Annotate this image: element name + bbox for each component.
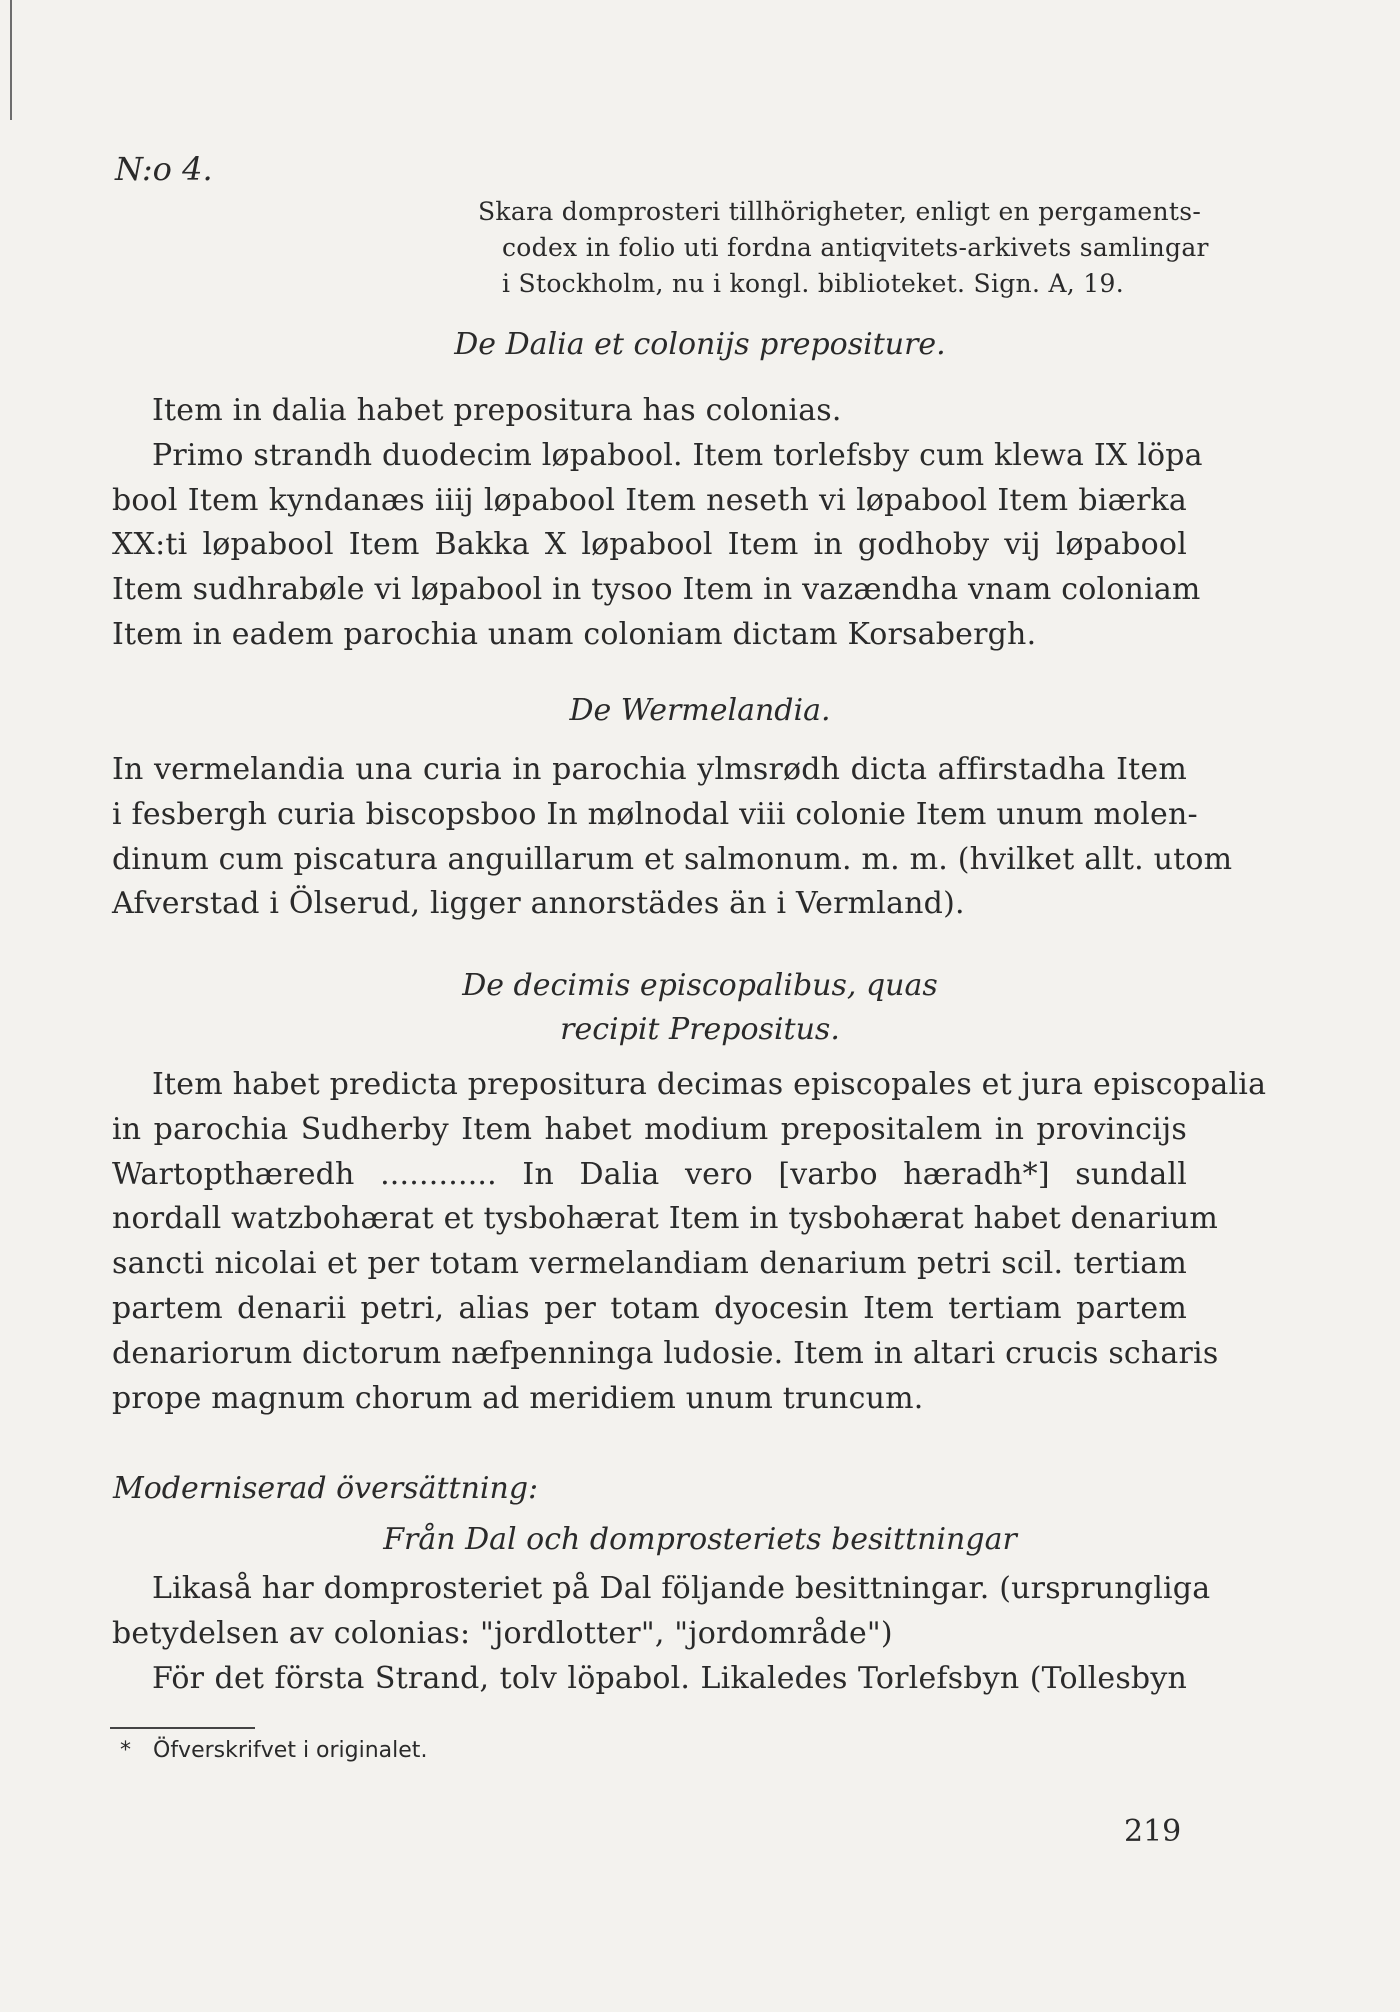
translation-subheading: Från Dal och domprosteriets besittningar	[383, 1522, 1017, 1557]
section-heading-decimis-2: recipit Prepositus.	[560, 1012, 840, 1047]
text-line: betydelsen av colonias: "jordlotter", "jordområde")	[112, 1615, 893, 1651]
page-number: 219	[1124, 1814, 1182, 1849]
text-line: XX:ti løpabool Item Bakka X løpabool Item in godhoby vij løpabool	[112, 527, 1187, 563]
text-line: Primo strandh duodecim løpabool. Item torlefsby cum klewa IX löpa	[152, 437, 1203, 473]
footnote-text: Öfverskrifvet i originalet.	[153, 1738, 428, 1763]
text-line: nordall watzbohærat et tysbohærat Item in tysbohærat habet denarium	[112, 1201, 1219, 1237]
text-line: Item sudhrabøle vi løpabool in tysoo Item in vazændha vnam coloniam	[112, 572, 1201, 608]
section-heading-dalia: De Dalia et colonijs prepositure.	[454, 327, 946, 362]
section-heading-wermelandia: De Wermelandia.	[569, 693, 831, 728]
translation-body	[112, 1567, 1211, 1701]
section-body-wermelandia	[112, 748, 1233, 927]
text-line: För det första Strand, tolv löpabol. Likaledes Torlefsbyn (Tollesbyn	[152, 1660, 1187, 1696]
source-line: i Stockholm, nu i kongl. biblioteket. Sign. A, 19.	[502, 269, 1124, 298]
text-line: Afverstad i Ölserud, ligger annorstädes än i Vermland).	[112, 886, 965, 922]
scan-edge-line	[10, 0, 12, 120]
source-line: codex in folio uti fordna antiqvitets-arkivets samlingar	[502, 233, 1209, 262]
text-line: prope magnum chorum ad meridiem unum truncum.	[112, 1380, 924, 1416]
footnote	[120, 1736, 427, 1766]
footnote-rule	[110, 1727, 255, 1729]
text-line: partem denarii petri, alias per totam dyocesin Item tertiam partem	[112, 1290, 1187, 1326]
text-line: Likaså har domprosteriet på Dal följande besittningar. (ursprungliga	[152, 1571, 1211, 1606]
source-line: Skara domprosteri tillhörigheter, enligt en pergaments-	[478, 197, 1202, 226]
source-description	[478, 194, 1238, 302]
document-number: N:o 4.	[115, 150, 213, 188]
text-line: dinum cum piscatura anguillarum et salmonum. m. m. (hvilket allt. utom	[112, 841, 1233, 877]
text-line: Wartopthæredh ............ In Dalia vero [varbo hæradh*] sundall	[112, 1156, 1187, 1192]
footnote-mark: *	[120, 1738, 131, 1763]
text-line: in parochia Sudherby Item habet modium prepositalem in provincijs	[112, 1111, 1187, 1147]
text-line: In vermelandia una curia in parochia ylmsrødh dicta affirstadha Item	[112, 752, 1187, 787]
text-line: i fesbergh curia biscopsboo In mølnodal viii colonie Item unum molen-	[112, 796, 1198, 832]
translation-heading: Moderniserad översättning:	[113, 1471, 539, 1506]
section-body-decimis	[112, 1063, 1267, 1421]
text-line: Item habet predicta prepositura decimas episcopales et jura episcopalia	[152, 1067, 1267, 1102]
text-line: Item in eadem parochia unam coloniam dictam Korsabergh.	[112, 616, 1037, 652]
text-line: Item in dalia habet prepositura has colonias.	[152, 393, 842, 428]
section-body-dalia	[112, 389, 1203, 658]
text-line: denariorum dictorum næfpenninga ludosie. Item in altari crucis scharis	[112, 1335, 1219, 1371]
text-line: bool Item kyndanæs iiij løpabool Item neseth vi løpabool Item biærka	[112, 482, 1187, 518]
section-heading-decimis: De decimis episcopalibus, quas	[462, 968, 938, 1003]
text-line: sancti nicolai et per totam vermelandiam denarium petri scil. tertiam	[112, 1246, 1187, 1282]
